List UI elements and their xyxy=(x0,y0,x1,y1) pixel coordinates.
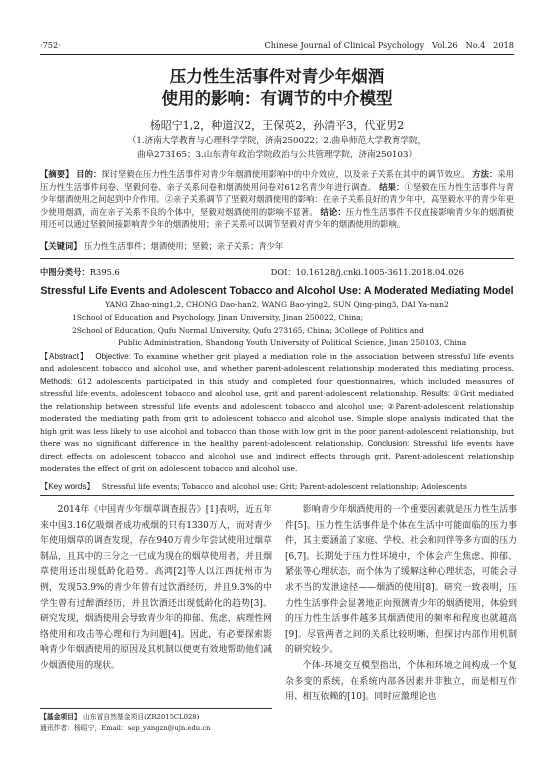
keywords-cn xyxy=(40,240,514,252)
article-title-cn xyxy=(40,66,514,110)
affiliation-en-line-2: 2School of Education, Qufu Normal University, Qufu 273165, China; 3College of Politics and xyxy=(72,325,424,335)
results-cn-label: 结果： xyxy=(379,181,405,192)
conclusion-cn-text: 压力性生活事件不仅直接影响青少年的烟酒使用还可以通过坚毅间接影响青少年的烟酒使用；亲子关系可以调节坚毅对青少年的烟酒使用的影响。 xyxy=(40,206,514,230)
abstract-cn-label: 【摘要】 xyxy=(40,169,74,179)
abstract-en xyxy=(40,351,514,476)
running-head xyxy=(40,38,514,55)
journal-info xyxy=(265,40,514,50)
fund-note xyxy=(40,712,272,723)
methods-cn-text: 采用压力性生活事件问卷、坚毅问卷、亲子关系问卷和烟酒使用问卷对612名青少年进行调查。 xyxy=(40,169,514,192)
objective-cn-text: 探讨坚毅在压力性生活事件对青少年烟酒使用影响中的中介效应，以及亲子关系在其中的调节效应。 xyxy=(101,169,470,179)
abstract-en-label: 【Abstract】 xyxy=(40,352,89,361)
doi-label: DOI： xyxy=(270,267,296,277)
body-paragraph: 影响青少年烟酒使用的一个重要因素就是压力性生活事件[5]。压力性生活事件是个体在生活中可能面临的压力事件，其主要涵盖了家庭、学校、社会和同伴等多方面的压力[6,7]。长期处于压力性环境中，个体会产生焦虑、抑郁、紧张等心理状态，而个体为了缓解这种心理状态，可能会寻求不当的发泄途径——烟酒的使用[8]。研究一致表明，压力性生活事件会显著地正向预测青少年的烟酒使用，体验到的压力性生活事件越多其烟酒使用的频率和程度也就越高[9]。尽管两者之间的关系比较明晰，但探讨内部作用机制的研究较少。 xyxy=(285,505,517,656)
affiliation-en-line-1: 1School of Education and Psychology, Jinan University, Jinan 250022, China; xyxy=(72,313,364,322)
methods-en-text: 612 adolescents participated in this study and completed four questionnaires, which included measures of stressful life events, adolescent tobacco and alcohol use, grit and parent-adolescent relationship. xyxy=(40,376,514,399)
keywords-en-label: 【Key words】 xyxy=(40,482,95,491)
doi xyxy=(271,266,464,278)
journal-volume: Vol.26 xyxy=(432,40,458,50)
doi-value[interactable]: 10.16128/j.cnki.1005-3611.2018.04.026 xyxy=(295,267,464,277)
page-number: ·752· xyxy=(40,40,61,50)
fund-label: 【基金项目】 xyxy=(40,713,81,721)
footnote xyxy=(40,708,272,734)
methods-en-label: Methods: xyxy=(40,376,73,386)
methods-cn-label: 方法： xyxy=(472,169,498,179)
body-column-right xyxy=(285,503,517,706)
authors-en: YANG Zhao-ning1,2, CHONG Dao-han2, WANG Bao-ying2, SUN Qing-ping3, DAI Ya-nan2 xyxy=(105,300,449,309)
body-paragraph: 2014年《中国青少年烟草调查报告》[1]表明，近五年来中国3.16亿吸烟者成功戒烟的只有1330万人，而对青少年使用烟草的调查发现，存在940万青少年尝试使用过烟草制品，且其中的三分之一已成为现在的烟草使用者，并且烟草使用还出现低龄化趋势。高鸿[2]等人以江西抚州市为例，发现53.9%的青少年曾有过饮酒经历，并且9.3%的中学生曾有过醉酒经历，并且饮酒还出现低龄化的趋势[3]。研究发现，烟酒使用会导致青少年的抑郁、焦虑、病理性网络使用和攻击等心理和行为问题[4]。因此，有必要探索影响青少年烟酒使用的原因及其机制以便更有效地帮助他们减少烟酒使用的现状。 xyxy=(40,505,272,671)
clc-number xyxy=(40,266,120,278)
corresponding-author: 通讯作者：杨昭宁，Email：sep_yangzn@ujn.edu.cn xyxy=(40,724,211,732)
article-title-en: Stressful Life Events and Adolescent Tobacco and Alcohol Use: A Moderated Mediating Model xyxy=(40,285,514,297)
divider xyxy=(40,258,514,259)
abstract-cn xyxy=(40,168,514,231)
divider xyxy=(40,495,514,496)
keywords-cn-text: 压力性生活事件；烟酒使用；坚毅；亲子关系；青少年 xyxy=(84,241,284,251)
objective-cn-label: 目的： xyxy=(76,169,102,179)
affiliations-cn xyxy=(70,135,484,162)
affiliations-en xyxy=(72,312,504,350)
affiliation-en-line-3: Public Administration, Shandong Youth University of Political Science, Jinan 250103, China xyxy=(118,338,467,347)
objective-en-text: To examine whether grit played a mediation role in the association between stressful life events and adolescent tobacco and alcohol use, and whether parent-adolescent relationship moderated this mediating process. xyxy=(40,352,514,374)
conclusion-en-label: Conclusion: xyxy=(367,439,410,449)
journal-name: Chinese Journal of Clinical Psychology xyxy=(264,40,425,50)
title-cn-line-1: 压力性生活事件对青少年烟酒 xyxy=(169,67,385,86)
classification-row xyxy=(40,266,514,278)
journal-issue: No.4 xyxy=(465,40,486,50)
affiliation-cn-line-2: 曲阜273165；3.山东青年政治学院政治与公共管理学院，济南250103） xyxy=(136,149,418,160)
results-en-text: ①Grit mediated the relationship between stressful life events and adolescent tobacco and alcohol use; ②Parent-adolescent relationship moderated the mediating path from grit to adolescent tobacco and alcohol use. Simple slope analysis indicated that the high grit was less likely to use alcohol and tobacco than those with low grit in the poor parent-adolescent relationship, but there was no significant difference in the healthy parent-adolescent relationship. xyxy=(40,389,515,449)
keywords-en xyxy=(40,481,514,492)
clc-label: 中图分类号： xyxy=(40,267,90,277)
body-column-left xyxy=(40,503,272,675)
body-paragraph: 个体-环境交互模型指出，个体和环境之间构成一个复杂多变的系统，在系统内部各因素并非独立，而是相互作用、相互依赖的[10]。同时应激理论也 xyxy=(285,660,517,703)
authors-cn: 杨昭宁1,2，种道汉2，王保英2，孙清平3，代亚男2 xyxy=(149,119,405,132)
results-en-label: Results: xyxy=(421,389,451,399)
keywords-en-text: Stressful life events; Tobacco and alcohol use; Grit; Parent-adolescent relationship; Adolescents xyxy=(101,482,467,491)
conclusion-en-text: Stressful life events have direct effects on adolescent tobacco and alcohol use and indirect effects through grit. Parent-adolescent relationship moderates the effect of grit on adolescent tobacco and alcohol use. xyxy=(40,439,514,474)
clc-value: R395.6 xyxy=(89,267,120,277)
title-cn-line-2: 使用的影响：有调节的中介模型 xyxy=(161,89,393,108)
keywords-cn-label: 【关键词】 xyxy=(40,241,82,251)
journal-year: 2018 xyxy=(493,40,514,50)
affiliation-cn-line-1: （1.济南大学教育与心理科学学院，济南250022；2.曲阜师范大学教育学院， xyxy=(127,136,427,146)
objective-en-label: Objective: xyxy=(95,352,131,361)
conclusion-cn-label: 结论： xyxy=(320,206,346,217)
results-cn-text: ①坚毅在压力性生活事件与青少年烟酒使用之间起到中介作用。②亲子关系调节了坚毅对烟酒使用的影响：在亲子关系良好的青少年中，高坚毅水平的青少年更少使用烟酒，而在亲子关系不良的个体中，坚毅对烟酒使用的影响不显著。 xyxy=(40,181,514,217)
fund-text: 山东省自然基金项目(ZR2015CL028) xyxy=(82,713,200,721)
